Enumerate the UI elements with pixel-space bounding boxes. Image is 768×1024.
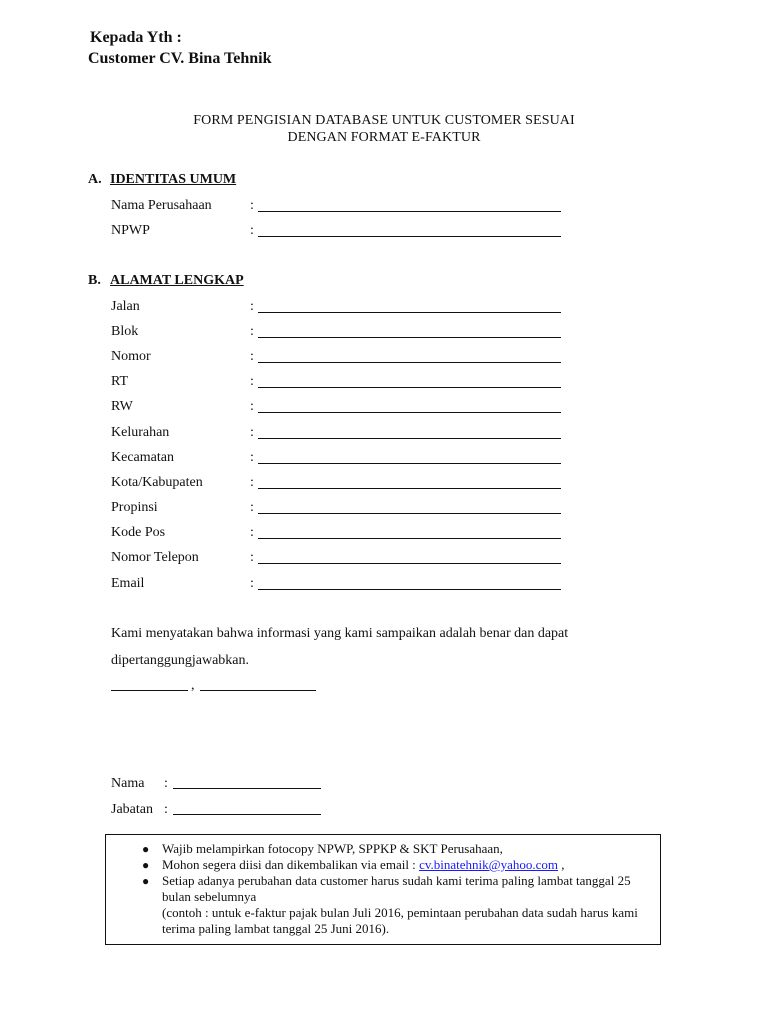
- field-label: Nomor: [111, 349, 151, 364]
- field-colon: :: [250, 425, 254, 440]
- addressee-greeting: Kepada Yth :: [90, 29, 182, 46]
- field-colon: :: [250, 475, 254, 490]
- propinsi-blank[interactable]: [258, 513, 561, 514]
- signature-name-blank[interactable]: [173, 788, 321, 789]
- bullet-icon: ●: [142, 842, 150, 856]
- signature-title-blank[interactable]: [173, 814, 321, 815]
- field-label: Kode Pos: [111, 525, 166, 540]
- signature-name-label: Nama: [111, 776, 145, 791]
- field-label: Kota/Kabupaten: [111, 475, 203, 490]
- signature-name-colon: :: [164, 776, 168, 791]
- kota-kabupaten-blank[interactable]: [258, 488, 561, 489]
- declaration-line-2: dipertanggungjawabkan.: [111, 653, 250, 668]
- field-colon: :: [250, 324, 254, 339]
- nomor-blank[interactable]: [258, 362, 561, 363]
- note-item: [106, 841, 660, 857]
- section-b-letter: B.: [88, 273, 101, 288]
- field-colon: :: [250, 299, 254, 314]
- addressee-block: [88, 27, 271, 69]
- form-title: [100, 112, 668, 146]
- field-colon: :: [250, 399, 254, 414]
- email-blank[interactable]: [258, 589, 561, 590]
- rt-blank[interactable]: [258, 387, 561, 388]
- place-date-separator: ,: [191, 678, 195, 693]
- field-colon: :: [250, 223, 254, 238]
- kelurahan-blank[interactable]: [258, 438, 561, 439]
- note-item: [106, 873, 660, 937]
- field-colon: :: [250, 450, 254, 465]
- field-colon: :: [250, 576, 254, 591]
- field-label: Kecamatan: [111, 450, 174, 465]
- field-colon: :: [250, 349, 254, 364]
- signature-title-colon: :: [164, 802, 168, 817]
- field-colon: :: [250, 198, 254, 213]
- signature-name-row: [111, 775, 351, 793]
- jalan-blank[interactable]: [258, 312, 561, 313]
- signature-title-row: [111, 801, 351, 819]
- field-label: RW: [111, 399, 133, 414]
- field-label: Kelurahan: [111, 425, 170, 440]
- date-blank[interactable]: [200, 690, 316, 691]
- notes-list: [106, 841, 660, 937]
- section-b-heading: [88, 272, 244, 290]
- section-b-title: ALAMAT LENGKAP: [110, 273, 244, 288]
- bullet-icon: ●: [142, 858, 150, 872]
- section-a-title: IDENTITAS UMUM: [110, 172, 237, 187]
- form-title-line-2: DENGAN FORMAT E-FAKTUR: [287, 130, 481, 145]
- field-label: Email: [111, 576, 145, 591]
- place-date-line: [111, 677, 331, 695]
- field-label: Jalan: [111, 299, 140, 314]
- field-label: Nomor Telepon: [111, 550, 199, 565]
- section-a-letter: A.: [88, 172, 102, 187]
- note-item: [106, 857, 660, 873]
- rw-blank[interactable]: [258, 412, 561, 413]
- section-a-heading: [88, 171, 236, 189]
- notes-box: [105, 834, 661, 945]
- note-text: Mohon segera diisi dan dikembalikan via email :: [162, 857, 420, 872]
- note-text-suffix: ,: [558, 857, 565, 872]
- note-example-text: (contoh : untuk e-faktur pajak bulan Juli 2016, pemintaan perubahan data sudah harus kami terima paling lambat tanggal 25 Juni 2016).: [162, 905, 638, 936]
- declaration-statement: [111, 620, 671, 674]
- kode-pos-blank[interactable]: [258, 538, 561, 539]
- field-label: Propinsi: [111, 500, 158, 515]
- field-colon: :: [250, 525, 254, 540]
- email-link[interactable]: cv.binatehnik@yahoo.com: [419, 857, 558, 872]
- field-label: RT: [111, 374, 129, 389]
- addressee-recipient: Customer CV. Bina Tehnik: [88, 50, 272, 67]
- signature-title-label: Jabatan: [111, 802, 153, 817]
- field-colon: :: [250, 374, 254, 389]
- note-text: Wajib melampirkan fotocopy NPWP, SPPKP & SKT Perusahaan,: [162, 841, 503, 856]
- nama-perusahaan-blank[interactable]: [258, 211, 561, 212]
- kecamatan-blank[interactable]: [258, 463, 561, 464]
- bullet-icon: ●: [142, 874, 150, 888]
- field-label: Nama Perusahaan: [111, 198, 212, 213]
- field-label: NPWP: [111, 223, 150, 238]
- declaration-line-1: Kami menyatakan bahwa informasi yang kami sampaikan adalah benar dan dapat: [111, 626, 569, 641]
- field-label: Blok: [111, 324, 139, 339]
- blok-blank[interactable]: [258, 337, 561, 338]
- field-colon: :: [250, 550, 254, 565]
- note-text: Setiap adanya perubahan data customer harus sudah kami terima paling lambat tanggal 25 bulan sebelumnya: [162, 873, 631, 904]
- form-title-line-1: FORM PENGISIAN DATABASE UNTUK CUSTOMER SESUAI: [193, 113, 575, 128]
- place-blank[interactable]: [111, 690, 188, 691]
- npwp-blank[interactable]: [258, 236, 561, 237]
- nomor-telepon-blank[interactable]: [258, 563, 561, 564]
- field-colon: :: [250, 500, 254, 515]
